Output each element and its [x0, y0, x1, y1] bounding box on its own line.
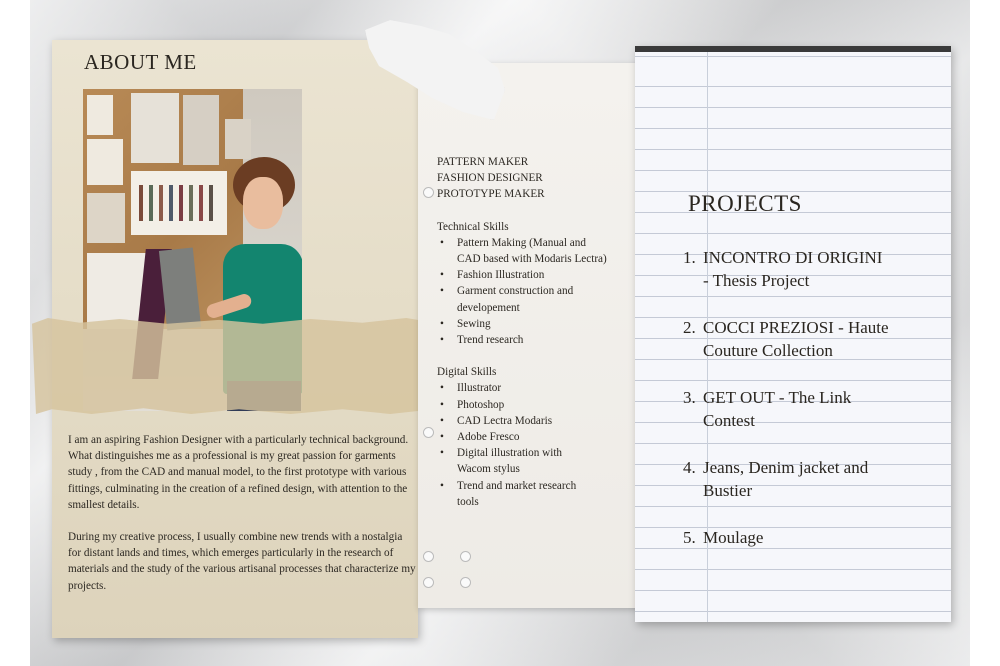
- skill-item: • Trend research: [437, 332, 642, 348]
- skill-item: • Pattern Making (Manual and: [437, 235, 642, 251]
- bullet-icon: •: [440, 269, 444, 282]
- project-line: INCONTRO DI ORIGINI: [703, 248, 883, 267]
- skill-item: • Photoshop: [437, 397, 642, 413]
- pinned-sketch: [183, 95, 219, 165]
- technical-skills-title: Technical Skills: [437, 220, 509, 233]
- punch-hole: [423, 577, 434, 588]
- skill-item: • Fashion Illustration: [437, 267, 642, 283]
- bullet-icon: •: [440, 479, 444, 492]
- bullet-icon: •: [440, 317, 444, 330]
- punch-hole: [460, 551, 471, 562]
- skill-item-continued: CAD based with Modaris Lectra): [457, 253, 607, 266]
- project-number: 5.: [683, 528, 696, 547]
- bullet-icon: •: [440, 414, 444, 427]
- about-paragraph: During my creative process, I usually combine new trends with a nostalgia for distant lands and times, which emerges particularly in the research of materials and the study of the various artisanal processes that characterize my projects.: [68, 531, 416, 592]
- bullet-icon: •: [440, 382, 444, 395]
- project-line: COCCI PREZIOSI - Haute: [703, 318, 889, 337]
- skill-item: • Garment construction and: [437, 283, 642, 299]
- masking-tape-strip: [32, 318, 430, 414]
- figure-sketch: [169, 185, 173, 221]
- punch-hole: [423, 187, 434, 198]
- bullet-icon: •: [440, 236, 444, 249]
- projects-list: [683, 246, 948, 573]
- project-line: Contest: [703, 411, 755, 430]
- digital-skills-list: [437, 380, 642, 510]
- about-paragraph: I am an aspiring Fashion Designer with a particularly technical background. What distinguishes me as a professional is my great passion for garments study , from the CAD and manual model, to the first prototype with various fittings, culminating in the creation of a refined design, with attention to the smallest details.: [68, 434, 409, 511]
- digital-skills-title: Digital Skills: [437, 366, 497, 379]
- figure-sketch: [179, 185, 183, 221]
- project-number: 4.: [683, 458, 696, 477]
- pinned-sketch: [87, 193, 125, 243]
- bullet-icon: •: [440, 431, 444, 444]
- pinned-sketch: [87, 95, 113, 135]
- skill-item-continued: tools: [457, 495, 479, 508]
- figure-sketch: [159, 185, 163, 221]
- skill-item: • Digital illustration with: [437, 445, 642, 461]
- figure-sketch: [209, 185, 213, 221]
- skill-item-continued: Wacom stylus: [457, 463, 520, 476]
- project-item: [683, 386, 948, 432]
- project-item: [683, 316, 948, 362]
- project-line: GET OUT - The Link: [703, 388, 852, 407]
- bullet-icon: •: [440, 447, 444, 460]
- project-line: Bustier: [703, 481, 753, 500]
- pinned-sketch: [225, 119, 251, 159]
- skills-column: [437, 154, 642, 510]
- pinned-sketch: [131, 93, 179, 163]
- skill-item-continued: developement: [457, 301, 520, 314]
- bullet-icon: •: [440, 334, 444, 347]
- project-item: [683, 526, 948, 549]
- project-number: 2.: [683, 318, 696, 337]
- bullet-icon: •: [440, 285, 444, 298]
- projects-title: PROJECTS: [688, 191, 802, 216]
- figure-sketch: [149, 185, 153, 221]
- about-title: ABOUT ME: [84, 50, 197, 74]
- skill-item: • Illustrator: [437, 380, 642, 396]
- project-line: - Thesis Project: [703, 271, 810, 290]
- lined-paper-binding: [635, 46, 951, 52]
- figure-sketch: [139, 185, 143, 221]
- person-face: [243, 177, 283, 229]
- role-item: PROTOTYPE MAKER: [437, 188, 545, 201]
- roles-list: [437, 154, 642, 203]
- figure-sketch: [189, 185, 193, 221]
- project-item: [683, 246, 948, 292]
- technical-skills-list: [437, 235, 642, 348]
- bullet-icon: •: [440, 398, 444, 411]
- punch-hole: [423, 427, 434, 438]
- role-item: PATTERN MAKER: [437, 156, 529, 168]
- punch-hole: [423, 551, 434, 562]
- project-line: Moulage: [703, 528, 764, 547]
- skill-item: • CAD Lectra Modaris: [437, 413, 642, 429]
- skill-item: • Trend and market research: [437, 478, 642, 494]
- project-item: [683, 456, 948, 502]
- project-number: 1.: [683, 248, 696, 267]
- project-line: Jeans, Denim jacket and: [703, 458, 869, 477]
- skill-item: • Adobe Fresco: [437, 429, 642, 445]
- project-line: Couture Collection: [703, 341, 833, 360]
- skill-item: • Sewing: [437, 316, 642, 332]
- punch-hole: [460, 577, 471, 588]
- about-text: [68, 432, 418, 610]
- project-number: 3.: [683, 388, 696, 407]
- role-item: FASHION DESIGNER: [437, 172, 543, 185]
- pinned-sketch: [87, 139, 123, 185]
- figure-sketch: [199, 185, 203, 221]
